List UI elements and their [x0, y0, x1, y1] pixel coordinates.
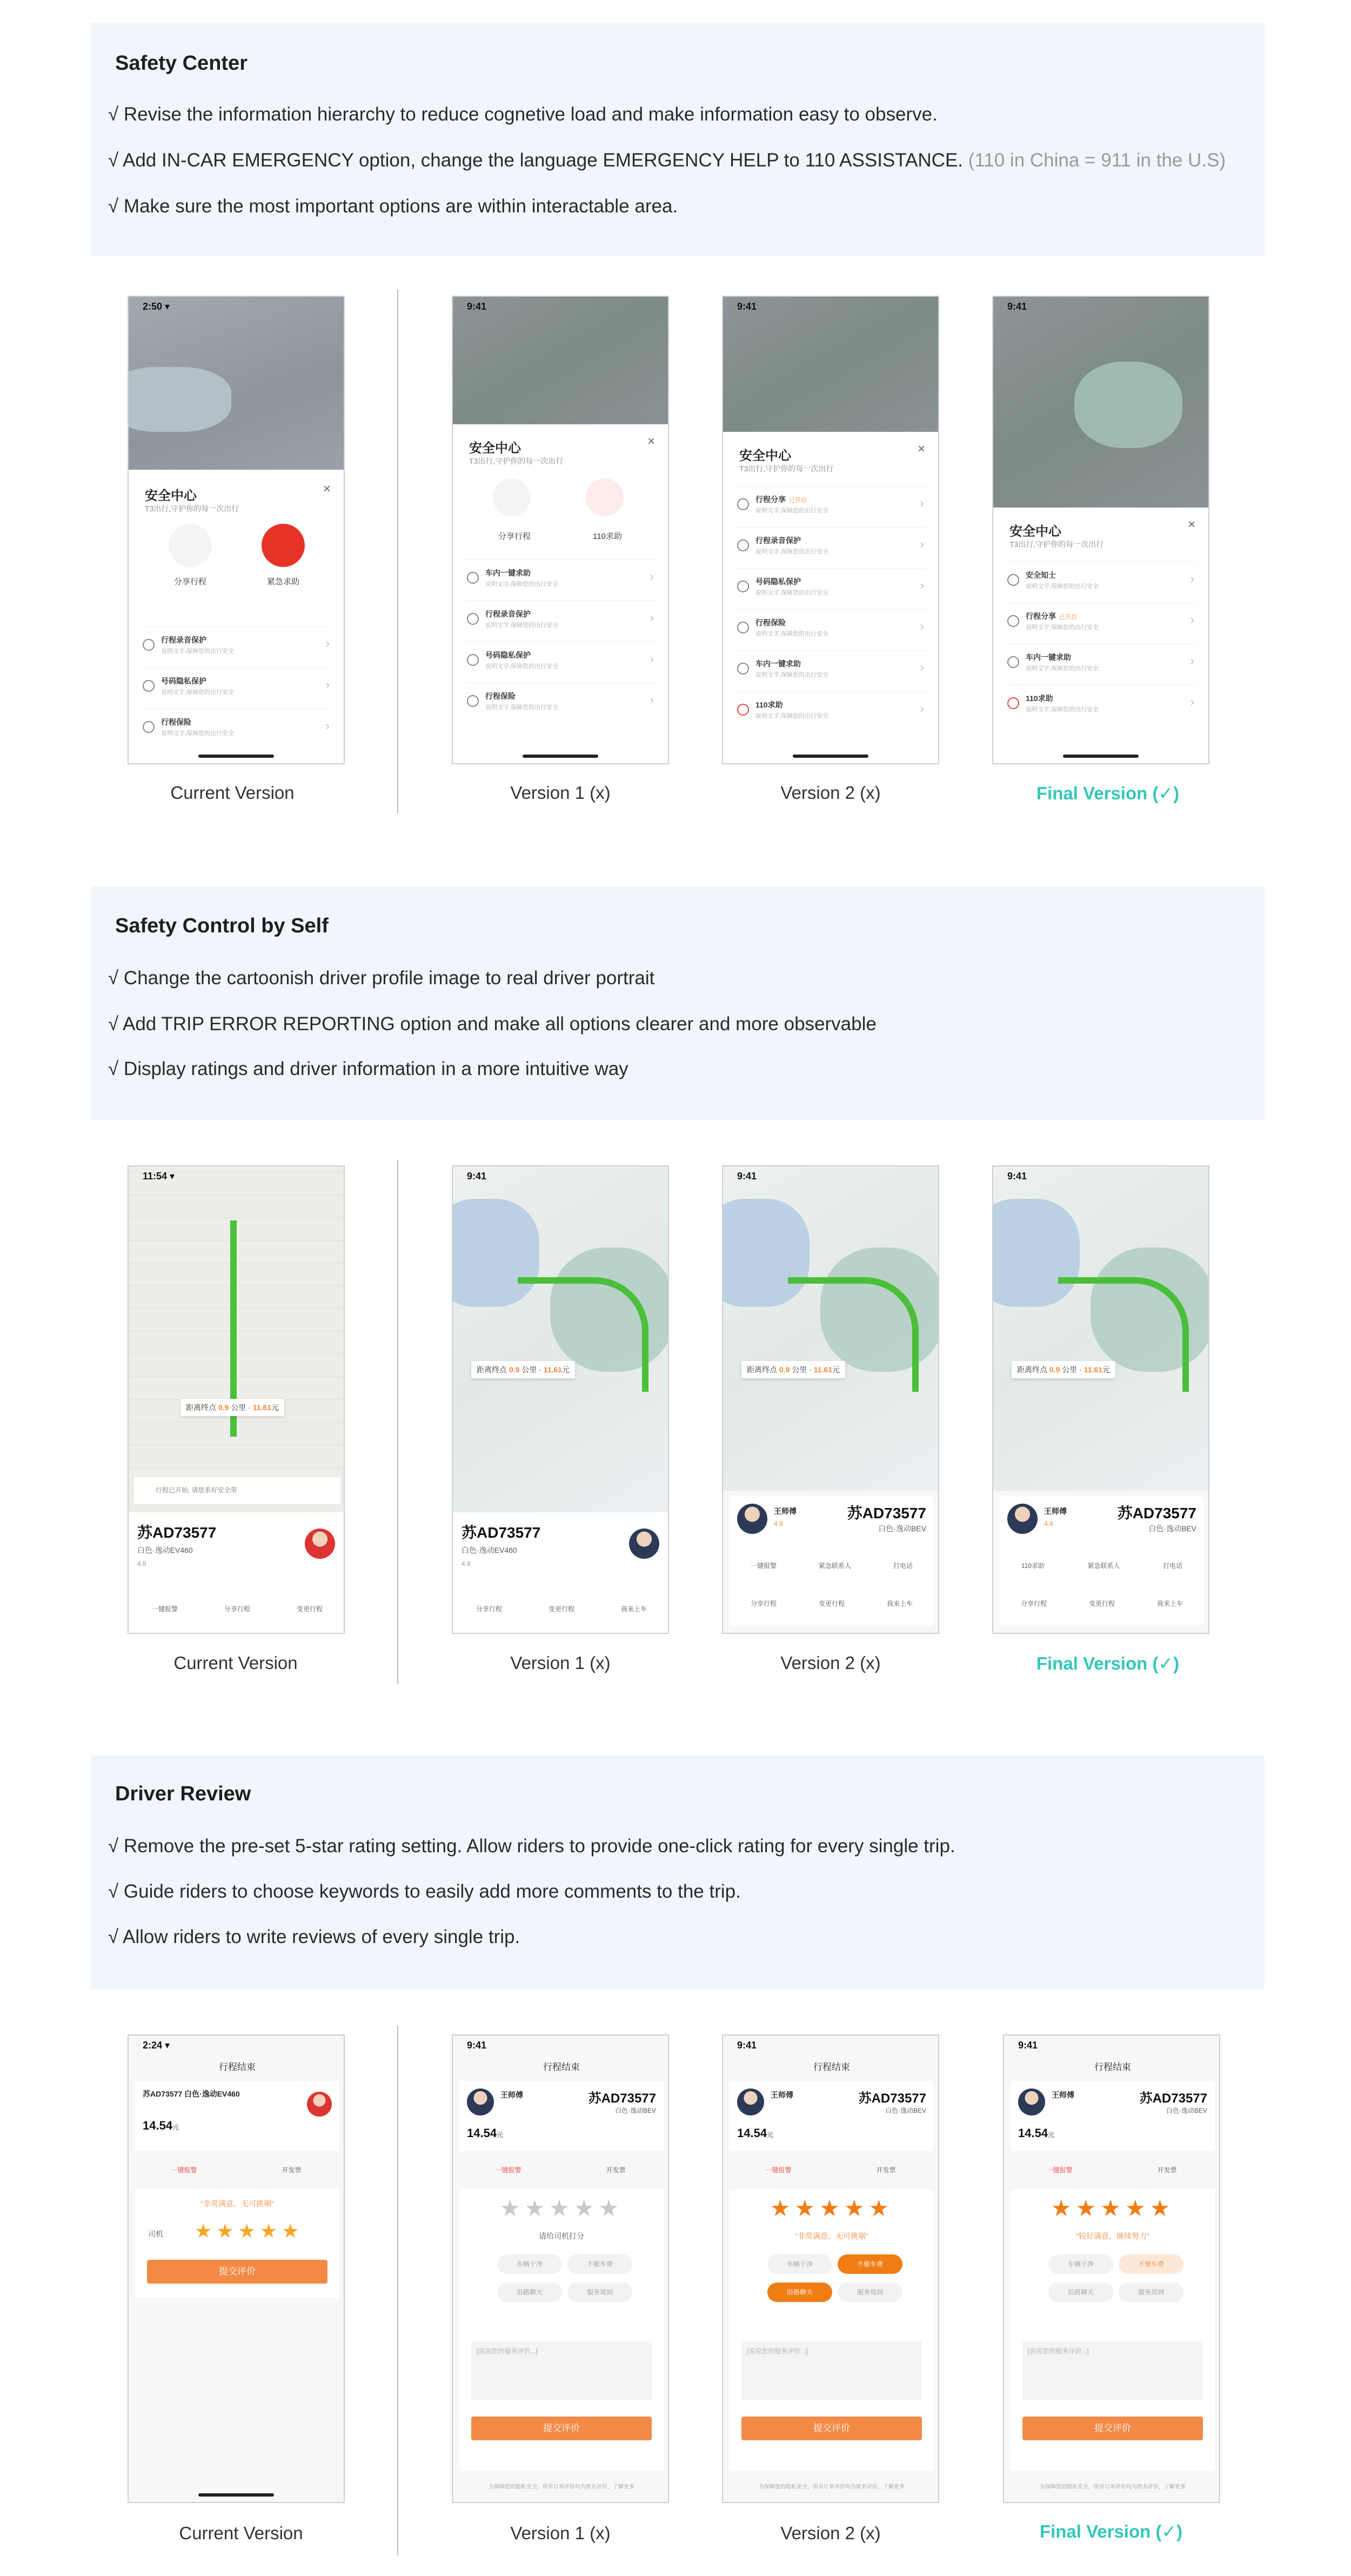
- keyword-chip[interactable]: 服务周到: [567, 2283, 632, 2302]
- phone-screenshot-v1: [452, 296, 669, 764]
- home-indicator: [523, 755, 598, 758]
- list-item[interactable]: 行程保险 说明文字,保障您的出行安全 ›: [141, 709, 332, 745]
- driver-name: 王师傅: [1044, 1507, 1067, 1516]
- divider: [397, 2026, 398, 2555]
- caption-v2: Version 2 (x): [780, 2523, 881, 2543]
- keyword-chip[interactable]: 不催车费: [838, 2254, 902, 2274]
- page-title: 行程结束: [1094, 2062, 1131, 2072]
- driver-rating: 4.8: [462, 1560, 471, 1567]
- star-rating[interactable]: ★★★★★: [499, 2195, 624, 2221]
- share-button[interactable]: 分享行程: [224, 1605, 250, 1613]
- action-bar: [129, 1604, 345, 1613]
- alarm-button[interactable]: 一键报警: [495, 2166, 521, 2174]
- star-rating[interactable]: ★★★★★: [770, 2195, 894, 2221]
- caption-v2: Version 2 (x): [780, 1653, 881, 1673]
- safety-center-sheet: [129, 470, 344, 764]
- contact-button[interactable]: 紧急联系人: [818, 1562, 851, 1570]
- list-item[interactable]: 行程分享 已开启 说明文字,保障您的出行安全 ›: [735, 486, 926, 522]
- phone-icon: [143, 680, 155, 692]
- mic-icon: [143, 639, 155, 651]
- sheet-title: 安全中心: [469, 441, 521, 456]
- map-view: [723, 297, 938, 432]
- keyword-chip[interactable]: 车辆干净: [767, 2254, 832, 2274]
- driver-rating: 4.8: [137, 1560, 146, 1567]
- phone-screenshot-v2: [722, 1165, 939, 1634]
- phone-screenshot-v2: [722, 2034, 939, 2503]
- action-bar: [1000, 1561, 1204, 1570]
- submit-review-button[interactable]: 提交评价: [471, 2417, 652, 2440]
- keyword-chip[interactable]: 沿路聊天: [497, 2283, 562, 2302]
- plate-number: 苏AD73577: [588, 2091, 656, 2106]
- rating-praise: “非常满意，无可挑剔”: [200, 2199, 274, 2208]
- report-button[interactable]: 我来上车: [886, 1600, 913, 1607]
- status-time: 9:41: [1007, 301, 1027, 312]
- change-button[interactable]: 变更行程: [548, 1605, 574, 1613]
- amount: 14.54元: [143, 2119, 179, 2132]
- share-trip-button[interactable]: 分享行程: [493, 478, 531, 516]
- phone-icon: [737, 580, 749, 592]
- keyword-chip[interactable]: 沿路聊天: [767, 2283, 832, 2302]
- bullet: √ Make sure the most important options are within interactable area.: [108, 196, 678, 217]
- alarm-button[interactable]: 一键报警: [1046, 2166, 1073, 2174]
- close-icon[interactable]: ×: [647, 434, 655, 449]
- trip-summary-card: [135, 2081, 339, 2151]
- contact-button[interactable]: 紧急联系人: [1087, 1562, 1120, 1570]
- trip-summary-card: [1011, 2081, 1215, 2151]
- map-view: [453, 1166, 668, 1512]
- phone-icon: [467, 654, 479, 666]
- caption-v1: Version 1 (x): [510, 1653, 611, 1673]
- bullet: √ Guide riders to choose keywords to easily add more comments to the trip.: [108, 1881, 741, 1902]
- phone-screenshot-current: [128, 296, 345, 764]
- status-time: 2:50 ▾: [143, 301, 170, 312]
- driver-avatar[interactable]: [305, 1529, 335, 1559]
- share-button[interactable]: 分享行程: [1020, 1600, 1047, 1607]
- amount: 14.54元: [467, 2126, 504, 2140]
- list-item[interactable]: 号码隐私保护 说明文字,保障您的出行安全 ›: [141, 668, 332, 704]
- sheet-title: 安全中心: [145, 489, 197, 503]
- list-item[interactable]: 车内一键求助 说明文字,保障您的出行安全 ›: [735, 650, 926, 686]
- status-time: 9:41: [467, 1171, 487, 1182]
- list-item[interactable]: 行程录音保护 说明文字,保障您的出行安全 ›: [735, 527, 926, 563]
- sheet-title: 安全中心: [1009, 524, 1061, 539]
- keyword-chip[interactable]: 不催车费: [567, 2254, 632, 2274]
- caption-final: Final Version (✓): [1036, 1653, 1180, 1673]
- change-button[interactable]: 变更行程: [818, 1600, 845, 1607]
- driver-avatar[interactable]: [629, 1529, 659, 1559]
- section-panel-safety-center: [91, 23, 1265, 256]
- alarm-button[interactable]: 一键报警: [171, 2166, 197, 2174]
- help-110-button[interactable]: 110求助: [586, 478, 624, 516]
- plate-number: 苏AD73577: [1117, 1505, 1196, 1521]
- trip-info-bubble: 距离终点 0.9 公里 · 11.61元: [741, 1361, 845, 1378]
- driver-card: [129, 1512, 345, 1634]
- sheet-subtitle: T3出行,守护你的每一次出行: [469, 457, 564, 465]
- map-view: [129, 1166, 344, 1512]
- amount: 14.54元: [737, 2126, 774, 2140]
- keyword-chip[interactable]: 服务周到: [1119, 2283, 1183, 2302]
- bullet: √ Remove the pre-set 5-star rating setting. Allow riders to provide one-click rating for every single trip.: [108, 1836, 955, 1857]
- status-time: 9:41: [737, 2040, 757, 2051]
- plate-number: 苏AD73577: [462, 1524, 541, 1541]
- action-bar: [453, 1604, 669, 1613]
- share-icon: [737, 498, 749, 510]
- caption-v1: Version 1 (x): [510, 783, 611, 803]
- driver-avatar[interactable]: [1018, 2088, 1045, 2115]
- rating-card: [1011, 2190, 1215, 2471]
- rating-card: [730, 2190, 934, 2471]
- caption-v2: Version 2 (x): [780, 783, 881, 803]
- driver-rating: 4.8: [1044, 1520, 1053, 1527]
- map-view: [129, 297, 344, 470]
- list-item[interactable]: 车内一键求助 说明文字,保障您的出行安全 ›: [1005, 644, 1196, 680]
- status-time: 11:54 ▾: [143, 1171, 175, 1182]
- list-item[interactable]: 号码隐私保护 说明文字,保障您的出行安全 ›: [735, 568, 926, 604]
- safety-center-sheet: [723, 432, 938, 764]
- alarm-button[interactable]: 一键报警: [765, 2166, 792, 2174]
- bullet: √ Display ratings and driver information in a more intuitive way: [108, 1058, 628, 1079]
- keyword-chip[interactable]: 服务周到: [838, 2283, 902, 2302]
- section-panel-driver-review: [91, 1756, 1265, 1989]
- submit-review-button[interactable]: 提交评价: [1022, 2417, 1203, 2440]
- share-button[interactable]: 分享行程: [476, 1605, 502, 1613]
- privacy-footer: 为保障您的隐私安全，所有订单评价均为匿名评价，了解更多: [1040, 2484, 1186, 2490]
- mic-icon: [467, 613, 479, 625]
- divider: [397, 289, 398, 813]
- bullet: √ Add IN-CAR EMERGENCY option, change the language EMERGENCY HELP to 110 ASSISTANCE. (110 in China = 911 in the U.S): [108, 150, 1226, 171]
- home-indicator: [1063, 755, 1139, 758]
- car-model: 白色·逸动BEV: [1166, 2107, 1207, 2114]
- phone-screenshot-v1: [452, 2034, 669, 2503]
- status-time: 9:41: [737, 1171, 757, 1182]
- rating-card: [135, 2190, 339, 2298]
- rating-praise: “较好满意，继续努力”: [1076, 2232, 1149, 2240]
- close-icon[interactable]: ×: [1187, 517, 1195, 532]
- alarm-icon: [1007, 697, 1019, 709]
- home-indicator: [198, 755, 274, 758]
- list-item[interactable]: 号码隐私保护 说明文字,保障您的出行安全 ›: [465, 642, 656, 678]
- invoice-button[interactable]: 开发票: [876, 2166, 896, 2174]
- driver-name: 王师傅: [771, 2091, 793, 2099]
- action-bar: [453, 2165, 668, 2174]
- section-title: Safety Control by Self: [115, 915, 329, 937]
- close-icon[interactable]: ×: [323, 482, 331, 496]
- map-view: [723, 1166, 938, 1491]
- phone-screenshot-v1: [452, 1165, 669, 1634]
- status-time: 9:41: [467, 2040, 487, 2051]
- trip-info-bubble: 距离终点 0.9 公里 · 11.61元: [1012, 1361, 1115, 1378]
- submit-review-button[interactable]: 提交评价: [147, 2260, 327, 2284]
- plate-number: 苏AD73577: [137, 1524, 217, 1541]
- page-title: 行程结束: [543, 2062, 580, 2072]
- phone-screenshot-final: [992, 296, 1209, 764]
- bullet: √ Change the cartoonish driver profile image to real driver portrait: [108, 967, 655, 989]
- privacy-footer: 为保障您的隐私安全，所有订单评价均为匿名评价，了解更多: [489, 2484, 634, 2490]
- umbrella-icon: [143, 721, 155, 733]
- section-title: Safety Center: [115, 52, 248, 75]
- phone-screenshot-v2: [722, 296, 939, 764]
- list-item[interactable]: 安全知士 说明文字,保障您的出行安全 ›: [1005, 562, 1196, 598]
- invoice-button[interactable]: 开发票: [1157, 2166, 1177, 2174]
- action-bar: [730, 1561, 934, 1570]
- amount: 14.54元: [1018, 2126, 1055, 2140]
- caption-v1: Version 1 (x): [510, 2523, 611, 2543]
- status-time: 9:41: [1007, 1171, 1027, 1182]
- invoice-button[interactable]: 开发票: [282, 2166, 302, 2174]
- driver-name: 王师傅: [774, 1507, 797, 1516]
- share-trip-button[interactable]: 分享行程: [169, 524, 212, 567]
- safety-center-sheet: [453, 424, 668, 764]
- driver-name: 王师傅: [500, 2091, 523, 2099]
- phone-screenshot-current: [128, 2034, 345, 2503]
- car-icon: [737, 663, 749, 675]
- phone-screenshot-current: [128, 1165, 345, 1634]
- bullet: √ Add TRIP ERROR REPORTING option and make all options clearer and more observable: [108, 1013, 877, 1035]
- review-textarea[interactable]: [说说您的服务评价...]: [471, 2341, 652, 2400]
- alarm-icon: [737, 704, 749, 716]
- close-icon[interactable]: ×: [917, 442, 925, 456]
- trip-tip-bar: 行程已开始, 请您系好安全带: [134, 1477, 340, 1504]
- driver-card: [1000, 1496, 1204, 1626]
- list-item[interactable]: 行程录音保护 说明文字,保障您的出行安全 ›: [465, 600, 656, 637]
- phone-screenshot-final: [992, 1165, 1209, 1634]
- list-item[interactable]: 行程保险 说明文字,保障您的出行安全 ›: [735, 609, 926, 645]
- trip-info-bubble: 距离终点 0.9 公里 · 11.61元: [471, 1361, 575, 1378]
- car-model: 白色·逸动EV460: [462, 1546, 517, 1554]
- bullet-note: (110 in China = 911 in the U.S): [968, 150, 1226, 171]
- plate-number: 苏AD73577: [847, 1505, 926, 1521]
- phone-screenshot-final: [1003, 2034, 1220, 2503]
- car-model: 白色·逸动BEV: [614, 2107, 656, 2114]
- mic-icon: [737, 539, 749, 551]
- list-item[interactable]: 行程录音保护 说明文字,保障您的出行安全 ›: [141, 626, 332, 663]
- status-time: 9:41: [1018, 2040, 1038, 2051]
- privacy-footer: 为保障您的隐私安全，所有订单评价均为匿名评价，了解更多: [759, 2484, 905, 2490]
- emergency-button[interactable]: 紧急求助: [262, 524, 305, 567]
- action-bar: [723, 2165, 938, 2174]
- car-model: 白色·逸动BEV: [885, 2107, 926, 2114]
- alarm-button[interactable]: 一键报警: [750, 1562, 777, 1570]
- review-textarea[interactable]: [说说您的服务评价...]: [741, 2341, 922, 2400]
- divider: [397, 1160, 398, 1684]
- caption-current: Current Version: [173, 1653, 298, 1673]
- action-bar: [1000, 1599, 1204, 1608]
- driver-rating: 4.8: [774, 1520, 783, 1527]
- page-title: 行程结束: [219, 2062, 256, 2072]
- trip-info-bubble: 距离终点 0.9 公里 · 11.61元: [180, 1399, 284, 1416]
- home-indicator: [793, 755, 868, 758]
- shield-icon: [1007, 574, 1019, 586]
- list-item[interactable]: 车内一键求助 说明文字,保障您的出行安全 ›: [465, 559, 656, 596]
- action-bar: [730, 1599, 934, 1608]
- rating-prompt: 请给司机打分: [539, 2232, 584, 2240]
- share-button[interactable]: 分享行程: [750, 1600, 777, 1607]
- change-button[interactable]: 变更行程: [1088, 1600, 1115, 1607]
- sheet-title: 安全中心: [739, 449, 791, 463]
- report-button[interactable]: 我来上车: [1156, 1600, 1183, 1607]
- caption-current: Current Version: [170, 783, 295, 803]
- trip-summary-card: [459, 2081, 664, 2151]
- driver-avatar[interactable]: [737, 1504, 767, 1534]
- keyword-chip[interactable]: 车辆干净: [497, 2254, 562, 2274]
- trip-summary-card: [730, 2081, 934, 2151]
- bullet: √ Revise the information hierarchy to reduce cognetive load and make information easy to observe.: [108, 104, 938, 125]
- umbrella-icon: [737, 622, 749, 633]
- review-textarea[interactable]: [说说您的服务评价...]: [1022, 2341, 1203, 2400]
- driver-avatar[interactable]: [1007, 1504, 1038, 1534]
- change-button[interactable]: 变更行程: [296, 1605, 323, 1613]
- star-rating[interactable]: ★★★★★: [1051, 2195, 1175, 2221]
- list-item[interactable]: 110求助 说明文字,保障您的出行安全 ›: [1005, 685, 1196, 721]
- section-panel-safety-control: [91, 886, 1265, 1120]
- list-item[interactable]: 行程保险 说明文字,保障您的出行安全 ›: [465, 683, 656, 719]
- plate-number: 苏AD73577: [858, 2091, 926, 2106]
- driver-card: [730, 1496, 934, 1626]
- sheet-subtitle: T3出行,守护你的每一次出行: [1009, 540, 1104, 549]
- umbrella-icon: [467, 695, 479, 707]
- help110-button[interactable]: 110求助: [1021, 1562, 1045, 1570]
- status-time: 2:24 ▾: [143, 2040, 170, 2051]
- status-time: 9:41: [467, 301, 487, 312]
- keyword-chip[interactable]: 沿路聊天: [1048, 2283, 1113, 2302]
- action-bar: [129, 2165, 344, 2174]
- page-title: 行程结束: [813, 2062, 850, 2072]
- invoice-button[interactable]: 开发票: [606, 2166, 626, 2174]
- caption-current: Current Version: [179, 2523, 303, 2543]
- star-rating[interactable]: ★★★★★: [195, 2220, 304, 2242]
- map-view: [993, 297, 1208, 508]
- list-item[interactable]: 行程分享 已开启 说明文字,保障您的出行安全 ›: [1005, 603, 1196, 639]
- action-bar: [1004, 2165, 1219, 2174]
- home-indicator: [198, 2493, 274, 2497]
- driver-avatar[interactable]: [467, 2088, 494, 2115]
- map-view: [453, 297, 668, 424]
- submit-review-button[interactable]: 提交评价: [741, 2417, 922, 2440]
- caption-final: Final Version (✓): [1039, 2521, 1183, 2541]
- caption-final: Final Version (✓): [1036, 783, 1180, 803]
- driver-avatar[interactable]: [307, 2092, 332, 2117]
- sheet-subtitle: T3出行,守护你的每一次出行: [739, 464, 834, 473]
- driver-label: 司机: [148, 2230, 163, 2238]
- section-title: Driver Review: [115, 1783, 251, 1805]
- rating-praise: “非常满意，无可挑剔”: [795, 2232, 868, 2240]
- car-model: 白色·逸动BEV: [1148, 1524, 1196, 1533]
- safety-center-sheet: [993, 508, 1208, 764]
- alarm-button[interactable]: 一键报警: [151, 1605, 178, 1613]
- call-button[interactable]: 打电话: [893, 1562, 913, 1570]
- keyword-chip[interactable]: 车辆干净: [1048, 2254, 1113, 2274]
- driver-avatar[interactable]: [737, 2088, 764, 2115]
- car-model: 白色·逸动EV460: [137, 1546, 193, 1554]
- driver-name: 王师傅: [1052, 2091, 1074, 2099]
- status-time: 9:41: [737, 301, 757, 312]
- bullet: √ Allow riders to write reviews of every single trip.: [108, 1926, 520, 1947]
- driver-card: [453, 1512, 669, 1634]
- map-view: [993, 1166, 1208, 1491]
- plate-number: 苏AD73577: [1139, 2091, 1207, 2106]
- list-item[interactable]: 110求助 说明文字,保障您的出行安全 ›: [735, 691, 926, 728]
- rating-card: [459, 2190, 664, 2471]
- car-icon: [467, 572, 479, 584]
- report-button[interactable]: 我来上车: [620, 1605, 647, 1613]
- keyword-chip[interactable]: 不催车费: [1119, 2254, 1183, 2274]
- car-model: 白色·逸动BEV: [878, 1524, 926, 1533]
- car-icon: [1007, 656, 1019, 668]
- sheet-subtitle: T3出行,守护你的每一次出行: [145, 504, 239, 513]
- call-button[interactable]: 打电话: [1163, 1562, 1183, 1570]
- plate-line: 苏AD73577 白色·逸动EV460: [143, 2090, 240, 2098]
- share-icon: [1007, 615, 1019, 627]
